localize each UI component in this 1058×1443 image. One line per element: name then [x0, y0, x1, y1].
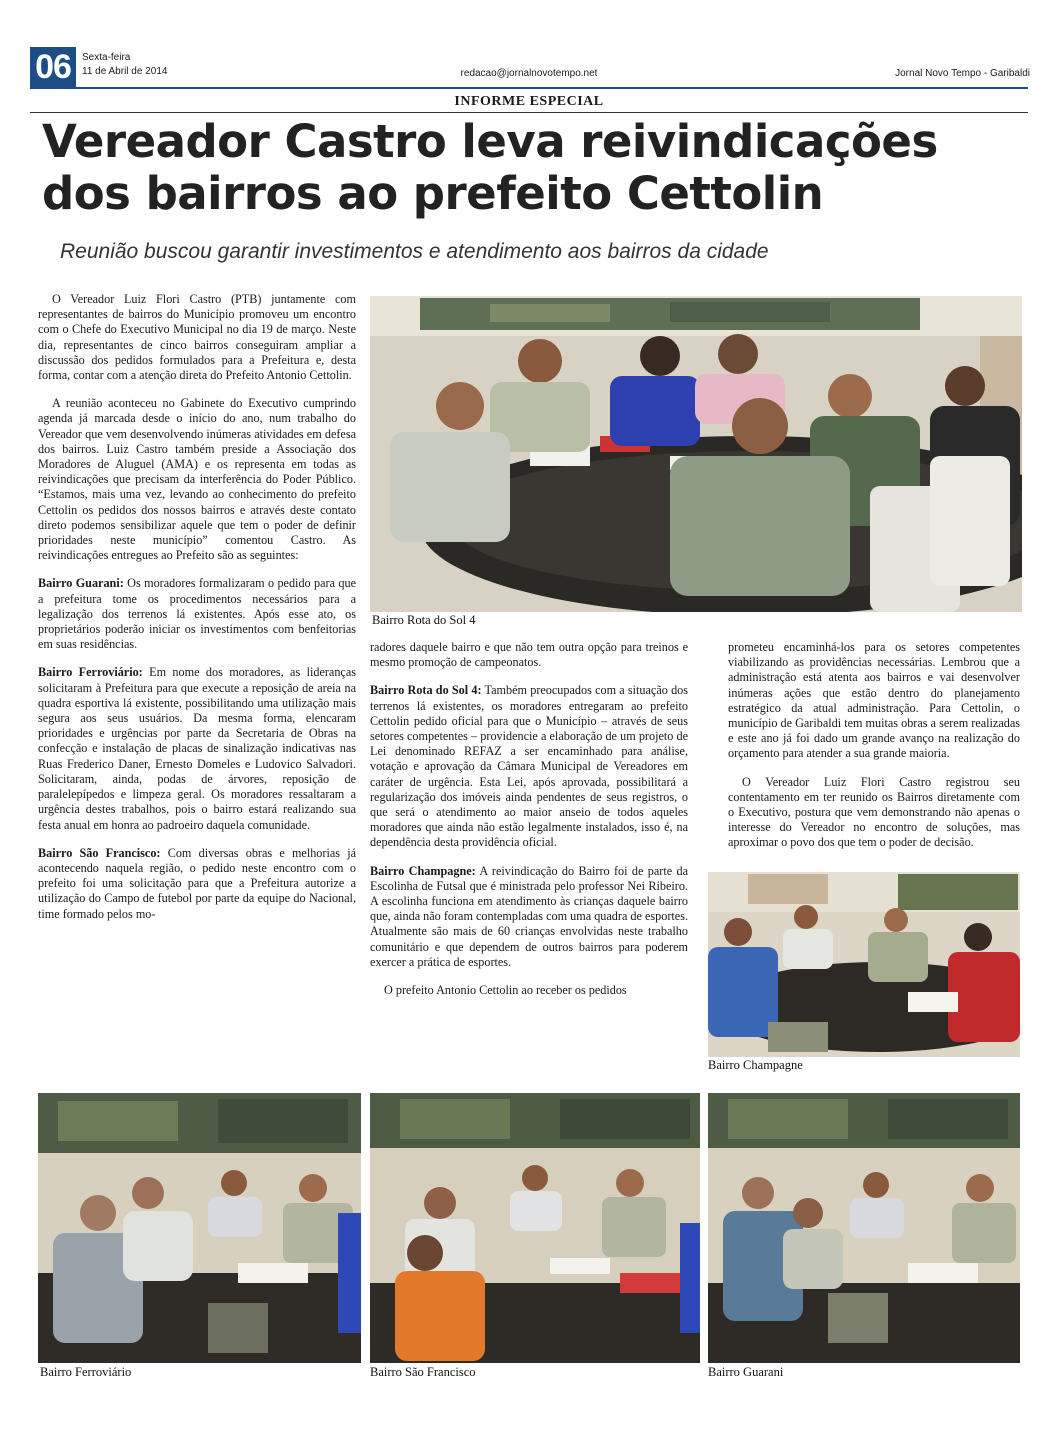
section-label: INFORME ESPECIAL — [454, 94, 604, 109]
paragraph-champagne — [370, 864, 688, 970]
caption-guarani: Bairro Guarani — [708, 1365, 784, 1379]
newspaper-name: Jornal Novo Tempo - Garibaldi — [895, 68, 1030, 79]
caption-sao-francisco: Bairro São Francisco — [370, 1365, 476, 1379]
subheading-ferroviario: Bairro Ferroviário: — [38, 665, 143, 680]
section-rule — [30, 112, 1028, 113]
paragraph-guarani — [38, 576, 356, 652]
caption-champagne: Bairro Champagne — [708, 1058, 803, 1072]
paragraph: prometeu encaminhá-los para os setores competentes viabilizando as providências necessárias. Lembrou que a administração está atenta aos bairros e vai desenvolver inúmeras ações que estão dentro do planejamento estratégico da atual administração. Para Cettolin, o município de Garibaldi tem muitas obras a serem realizadas e este ano já foi dado um grande avanço na realização do orçamento para atender a sua grande maioria. — [728, 640, 1020, 761]
meeting-photo-illustration — [370, 1093, 700, 1363]
text-rota-do-sol: Também preocupados com a situação dos terrenos lá existentes, os moradores entregaram ao prefeito Cettolin pedido oficial para que o Município – através de seus setores competentes – providencie a elaboração de um projeto de Lei denominado REFAZ a ser encaminhado para análise, votação e aprovação da Câmara Municipal de Vereadores em caráter de urgência. Esta Lei, após aprovada, possibilitará a regularização dos imóveis ainda pendentes de seus registros, o que será o atendimento ao maior anseio de todos aqueles moradores que ainda não estão legalmente instalados, isso é, na dependência desta providência oficial. — [370, 683, 688, 850]
article-headline: Vereador Castro leva reivindicações dos bairros ao prefeito Cettolin — [42, 115, 938, 220]
article-subheadline: Reunião buscou garantir investimentos e atendimento aos bairros da cidade — [60, 240, 769, 263]
caption-rota-do-sol: Bairro Rota do Sol 4 — [372, 613, 476, 627]
paragraph: O Vereador Luiz Flori Castro registrou seu contentamento em ter reunido os Bairros diretamente com o Executivo, postura que vem demonstrando não apenas o interesse do Vereador no encontro de soluções, mas aproximar o povo dos que tem o poder de decisão. — [728, 774, 1020, 850]
text-guarani: Os moradores formalizaram o pedido para que a prefeitura tome os procedimentos necessários para a legalização dos terrenos lá existentes. Após esse ato, os proprietários poderão iniciar os investimentos com benfeitorias em suas residências. — [38, 576, 356, 652]
text-ferroviario: Em nome dos moradores, as lideranças solicitaram à Prefeitura para que execute a reposição de areia na quadra esportiva lá existente, possibilitando uma utilização mais segura aos seus usuários. Da mesma forma, elencaram prioridades e urgências por parte da Secretaria de Obras na confecção e instalação de placas de sinalização indicativas nas Ruas Frederico Daner, Ernesto Domeles e Ludovico Salvadori. Solicitaram, ainda, podas de árvores, reposição de paralelepípedos e limpeza geral. Os moradores ressaltaram a urgência destes trabalhos, pois o bairro estará realizando sua festa anual em honra ao padroeiro daquela comunidade. — [38, 665, 356, 832]
meeting-photo-illustration — [370, 296, 1022, 612]
subheading-champagne: Bairro Champagne: — [370, 863, 476, 878]
page-number: 06 — [30, 47, 76, 87]
article-column-3 — [728, 640, 1020, 864]
paragraph: A reunião aconteceu no Gabinete do Executivo cumprindo agenda já marcada desde o início do ano, num trabalho do Vereador que vem desenvolvendo inúmeras atividades em defesa dos bairros. Luiz Castro também preside a Associação dos Moradores de Aluguel (AMA) e os representa em todas as reivindicações que precisam da interferência do Poder Público. “Estamos, mais uma vez, levando ao conhecimento do prefeito Cettolin os pedidos dos nossos bairros e através deste contato direto podemos sensibilizar aquele que tem o poder de definir prioridades neste município” comentou Castro. As reivindicações entregues ao Prefeito são as seguintes: — [38, 396, 356, 563]
article-column-1 — [38, 292, 356, 935]
issue-day: Sexta-feira — [82, 52, 131, 63]
header-rule — [30, 87, 1028, 89]
photo-rota-do-sol — [370, 296, 1022, 612]
contact-email: redacao@jornalnovotempo.net — [460, 68, 598, 79]
text-champagne: A reivindicação do Bairro foi de parte da Escolinha de Futsal que é ministrada pelo professor Nei Ribeiro. A escolinha funciona em atendimento às crianças daquele bairro que, ainda não foram contempladas com uma quadra de esportes. Atualmente são mais de 60 crianças envolvidas neste trabalho comunitário e que dependem de outros bairros para poderem exercer a prática de esportes. — [370, 863, 688, 969]
paragraph-ferroviario — [38, 665, 356, 832]
paragraph: O prefeito Antonio Cettolin ao receber os pedidos — [384, 983, 627, 998]
subheading-rota-do-sol: Bairro Rota do Sol 4: — [370, 683, 482, 698]
subheading-guarani: Bairro Guarani: — [38, 576, 124, 591]
paragraph: O Vereador Luiz Flori Castro (PTB) juntamente com representantes de bairros do Município promoveu um encontro com o Chefe do Executivo Municipal no dia 19 de março. Neste dia, representantes de cinco bairros conseguiram ampliar a discussão dos pedidos formulados para a Prefeitura e, desta forma, contar com a atenção direta do Prefeito Antonio Cettolin. — [38, 292, 356, 383]
meeting-photo-illustration — [708, 1093, 1020, 1363]
article-column-2 — [370, 640, 688, 1011]
paragraph-rota-do-sol — [370, 683, 688, 850]
meeting-photo-illustration — [38, 1093, 361, 1363]
photo-sao-francisco — [370, 1093, 700, 1363]
photo-guarani — [708, 1093, 1020, 1363]
photo-champagne — [708, 872, 1020, 1057]
issue-date: 11 de Abril de 2014 — [82, 66, 168, 77]
paragraph-sao-francisco — [38, 846, 356, 922]
caption-ferroviario: Bairro Ferroviário — [40, 1365, 132, 1379]
photo-ferroviario — [38, 1093, 361, 1363]
paragraph: radores daquele bairro e que não tem outra opção para treinos e mesmo promoção de campeonatos. — [370, 640, 688, 670]
text-sao-francisco: Com diversas obras e melhorias já acontecendo naquela região, o pedido neste encontro com o prefeito foi uma solicitação para que a Prefeitura autorize a utilização do Campo de futebol por parte da equipe do Nacional, time formado pelos mo- — [38, 845, 356, 921]
meeting-photo-illustration — [708, 872, 1020, 1057]
subheading-sao-francisco: Bairro São Francisco: — [38, 845, 161, 860]
